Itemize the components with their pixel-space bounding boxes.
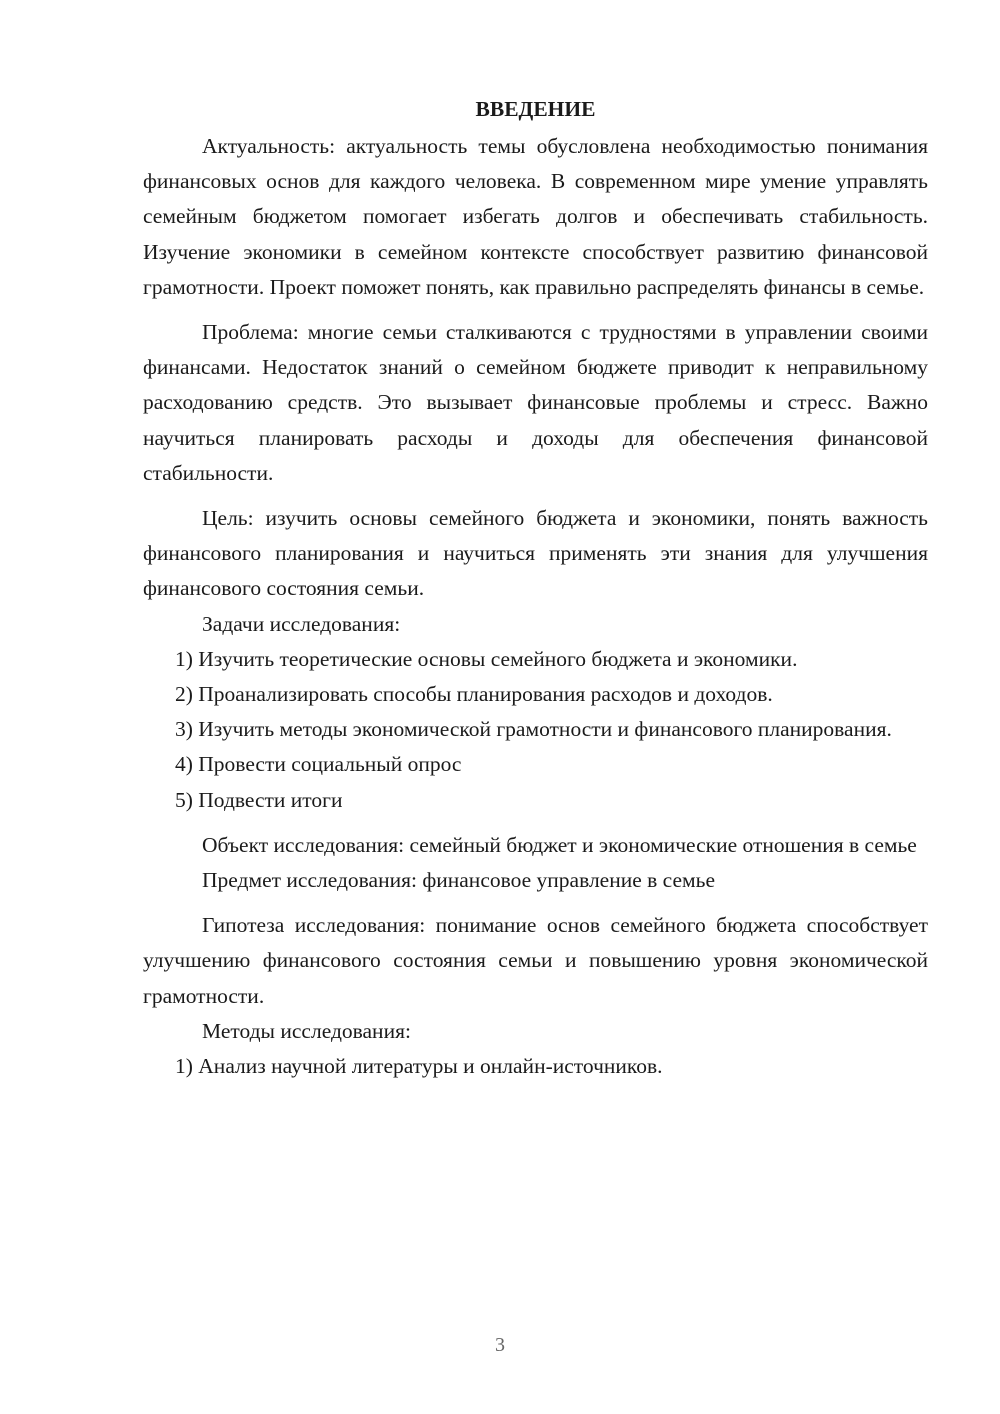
subject-paragraph: Предмет исследования: финансовое управление в семье [202, 868, 715, 893]
methods-heading: Методы исследования: [202, 1018, 411, 1043]
task-item-2: 2) Проанализировать способы планирования расходов и доходов. [175, 682, 773, 707]
section-title: ВВЕДЕНИЕ [475, 97, 596, 121]
problem-paragraph: Проблема: многие семьи сталкиваются с трудностями в управлении своими финансами. Недостаток знаний о семейном бюджете приводит к неправильному расходованию средств. Это вызывает финансовые проблемы и стресс. Важно научиться планировать расходы и доходы для обеспечения финансовой стабильности. [143, 320, 928, 485]
task-item-4: 4) Провести социальный опрос [175, 752, 462, 777]
goal-paragraph: Цель: изучить основы семейного бюджета и экономики, понять важность финансового планирования и научиться применять эти знания для улучшения финансового состояния семьи. [143, 506, 928, 601]
page-number: 3 [495, 1334, 505, 1356]
object-paragraph: Объект исследования: семейный бюджет и экономические отношения в семье [202, 832, 917, 857]
method-item-1: 1) Анализ научной литературы и онлайн-источников. [175, 1054, 663, 1079]
document-page [143, 92, 928, 1084]
hypothesis-paragraph: Гипотеза исследования: понимание основ семейного бюджета способствует улучшению финансового состояния семьи и повышению уровня экономической грамотности. [143, 913, 928, 1008]
task-item-1: 1) Изучить теоретические основы семейного бюджета и экономики. [175, 646, 798, 671]
relevance-paragraph: Актуальность: актуальность темы обусловлена необходимостью понимания финансовых основ для каждого человека. В современном мире умение управлять семейным бюджетом помогает избегать долгов и обеспечивать стабильность. Изучение экономики в семейном контексте способствует развитию финансовой грамотности. Проект поможет понять, как правильно распределять финансы в семье. [143, 134, 928, 299]
tasks-heading: Задачи исследования: [202, 611, 401, 636]
task-item-3: 3) Изучить методы экономической грамотности и финансового планирования. [175, 717, 892, 742]
task-item-5: 5) Подвести итоги [175, 787, 343, 812]
